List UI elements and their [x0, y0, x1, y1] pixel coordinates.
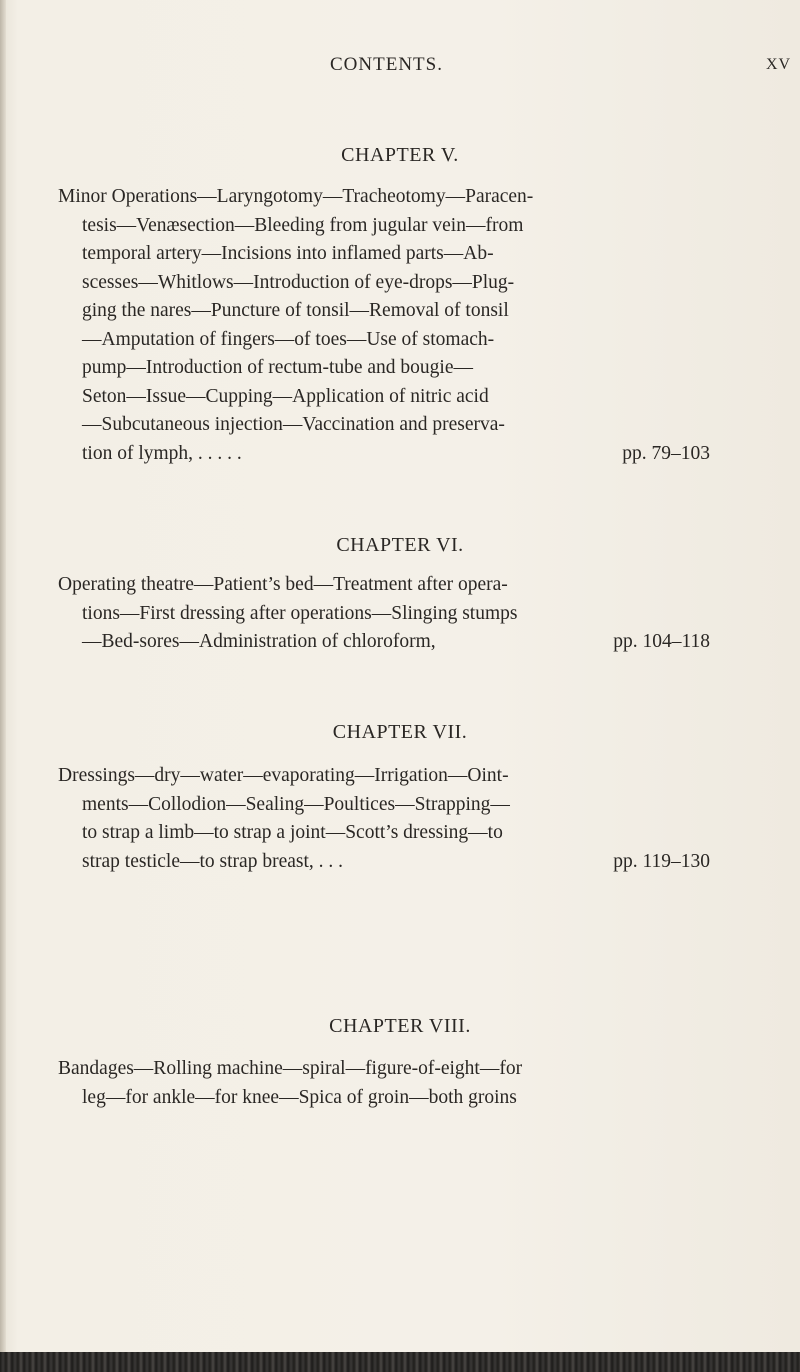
- page-range: pp. 104–118: [613, 631, 710, 652]
- chapter-entry: [58, 183, 710, 468]
- entry-line: Bandages—Rolling machine—spiral—figure-of-eight—for: [58, 1058, 523, 1079]
- entry-line-last: [58, 440, 710, 469]
- chapter-heading: CHAPTER V.: [341, 144, 459, 166]
- chapter-entry: [58, 762, 710, 876]
- entry-line: temporal artery—Incisions into inflamed parts—Ab-: [82, 243, 494, 264]
- page-gutter-shadow: [0, 0, 6, 1372]
- entry-line: Dressings—dry—water—evaporating—Irrigation—Oint-: [58, 765, 509, 786]
- chapter-heading: CHAPTER VII.: [332, 721, 468, 743]
- entry-line: Minor Operations—Laryngotomy—Tracheotomy—Paracen-: [58, 186, 534, 207]
- entry-text: tion of lymph, . . . . .: [82, 442, 242, 464]
- entry-line-last: [58, 848, 710, 877]
- chapter-heading: CHAPTER VI.: [336, 534, 464, 556]
- running-head: [0, 54, 800, 80]
- chapter-heading: CHAPTER VIII.: [329, 1015, 471, 1037]
- entry-line-last: [58, 628, 710, 657]
- entry-line: leg—for ankle—for knee—Spica of groin—both groins: [82, 1086, 517, 1108]
- entry-line: tions—First dressing after operations—Slinging stumps: [82, 602, 518, 624]
- page-range: pp. 79–103: [622, 442, 710, 464]
- entry-line: Operating theatre—Patient’s bed—Treatment after opera-: [58, 574, 508, 595]
- entry-text: —Bed-sores—Administration of chloroform,: [82, 631, 436, 652]
- entry-line: scesses—Whitlows—Introduction of eye-drops—Plug-: [82, 271, 515, 293]
- entry-line: ments—Collodion—Sealing—Poultices—Strapping—: [82, 793, 510, 815]
- scan-edge-band: [0, 1352, 800, 1372]
- entry-line: pump—Introduction of rectum-tube and bougie—: [82, 357, 473, 378]
- entry-line: tesis—Venæsection—Bleeding from jugular vein—from: [82, 214, 524, 236]
- entry-line: —Amputation of fingers—of toes—Use of stomach-: [82, 328, 495, 350]
- entry-line: to strap a limb—to strap a joint—Scott’s dressing—to: [82, 822, 503, 843]
- entry-line: Seton—Issue—Cupping—Application of nitric acid: [82, 385, 489, 407]
- page-range: pp. 119–130: [613, 850, 710, 872]
- running-title: CONTENTS.: [330, 54, 443, 75]
- entry-line: —Subcutaneous injection—Vaccination and preserva-: [82, 414, 505, 435]
- chapter-entry: [58, 1055, 710, 1112]
- chapter-entry: [58, 571, 710, 657]
- page-number: XV: [766, 56, 792, 73]
- entry-line: ging the nares—Puncture of tonsil—Removal of tonsil: [82, 300, 509, 321]
- entry-text: strap testicle—to strap breast, . . .: [82, 850, 344, 872]
